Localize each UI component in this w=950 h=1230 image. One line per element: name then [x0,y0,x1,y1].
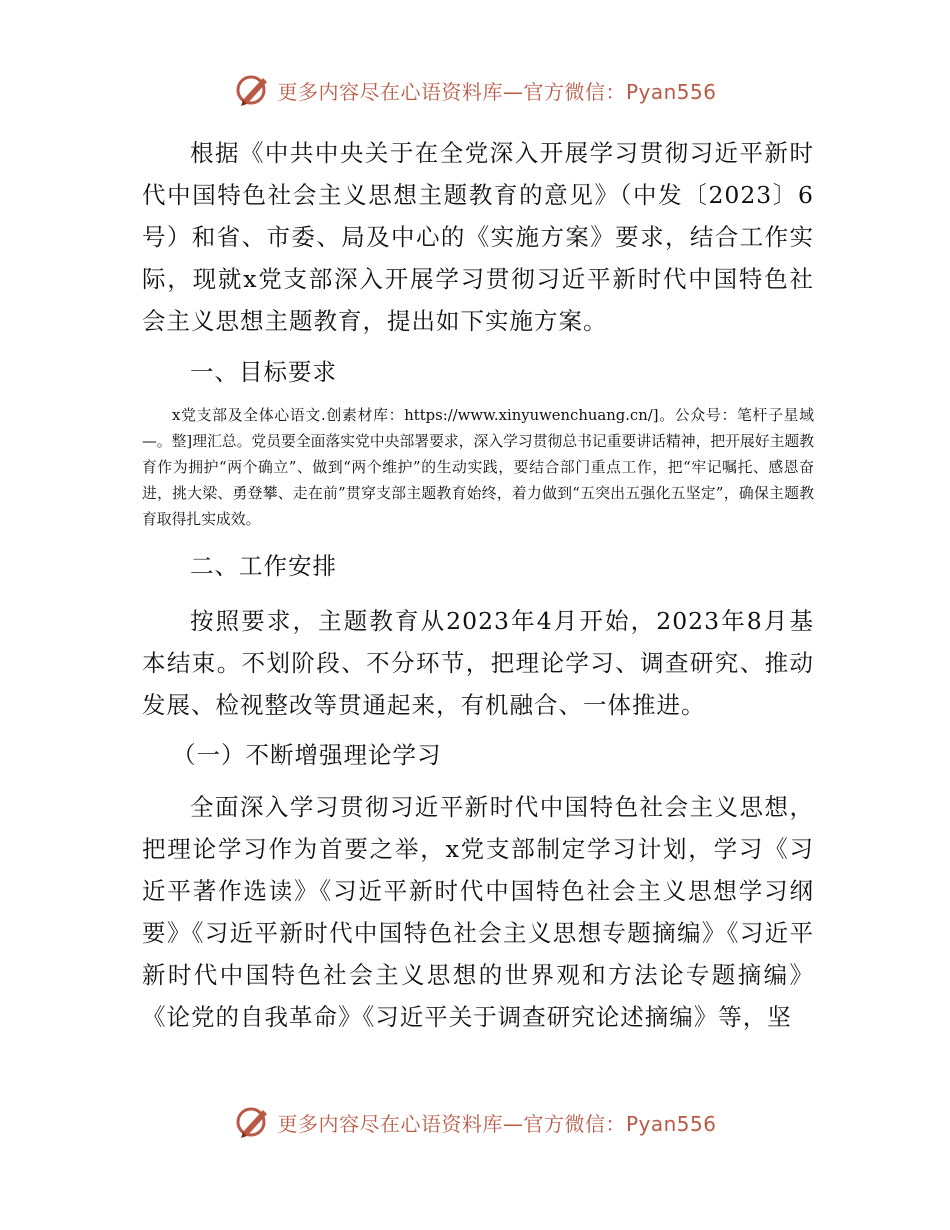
goals-paragraph: x党支部及全体心语文.创素材库：https://www.xinyuwenchuang.cn/]。公众号：笔杆子星域—。整]理汇总。党员要全面落实党中央部署要求，深入学习贯彻总书记重要讲话精神，把开展好主题教育作为拥护“两个确立”、做到“两个维护”的生动实践，要结合部门重点工作，把“牢记嘱托、感恩奋进，挑大梁、勇登攀、走在前”贯穿支部主题教育始终，着力做到“五突出五强化五坚定”，确保主题教育取得扎实成效。 [142,407,814,528]
pen-logo-icon [233,1102,273,1142]
header-banner [0,68,950,112]
document-body [142,132,814,1038]
banner-text: 更多内容尽在心语资料库—官方微信：Pyan556 [277,1111,717,1136]
subsection-heading-theory: （一）不断增强理论学习 [172,741,442,769]
banner-text: 更多内容尽在心语资料库—官方微信：Pyan556 [277,79,717,104]
pen-logo-icon [233,70,273,110]
section-heading-goals: 一、目标要求 [190,358,337,386]
section-heading-arrangement: 二、工作安排 [190,552,337,580]
theory-paragraph: 全面深入学习贯彻习近平新时代中国特色社会主义思想，把理论学习作为首要之举，x党支部制定学习计划，学习《习近平著作选读》《习近平新时代中国特色社会主义思想学习纲要》《习近平新时代中国特色社会主义思想专题摘编》《习近平新时代中国特色社会主义思想的世界观和方法论专题摘编》《论党的自我革命》《习近平关于调查研究论述摘编》等，坚 [142,793,814,1031]
footer-banner [0,1100,950,1144]
intro-paragraph: 根据《中共中央关于在全党深入开展学习贯彻习近平新时代中国特色社会主义思想主题教育的意见》（中发〔2023〕6号）和省、市委、局及中心的《实施方案》要求，结合工作实际，现就x党支部深入开展学习贯彻习近平新时代中国特色社会主义思想主题教育，提出如下实施方案。 [142,139,814,335]
arrangement-paragraph: 按照要求，主题教育从2023年4月开始，2023年8月基本结束。不划阶段、不分环节，把理论学习、调查研究、推动发展、检视整改等贯通起来，有机融合、一体推进。 [142,607,814,719]
